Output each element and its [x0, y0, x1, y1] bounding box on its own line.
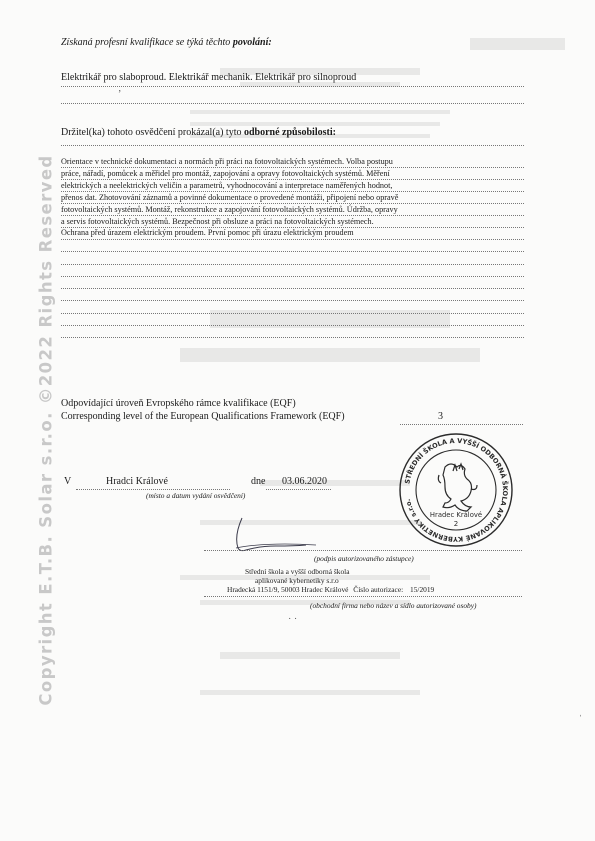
stamp-city: Hradec Králové [429, 511, 483, 519]
authorized-person-line1: Střední škola a vyšší odborná škola [245, 567, 350, 576]
dotted-line [61, 145, 524, 146]
dotted-line [61, 313, 524, 314]
issue-caption: (místo a datum vydání osvědčení) [146, 491, 246, 500]
dotted-line [61, 203, 524, 204]
dotted-line [61, 300, 524, 301]
dotted-line [204, 596, 522, 597]
competence-heading-bold: odborné způsobilosti: [243, 127, 336, 138]
competence-line: fotovoltaických systémů. Montáž, rekonstrukce a zapojování fotovoltaických systémů. Údržba, opravy [61, 204, 398, 214]
dotted-line [61, 325, 524, 326]
issue-prefix: V [64, 476, 72, 487]
qualification-heading [61, 37, 272, 48]
eqf-level: 3 [438, 411, 443, 422]
authorized-person-caption: (obchodní firma nebo název a sídlo autorizované osoby) [310, 601, 477, 610]
authorization-number: 15/2019 [410, 585, 435, 594]
dotted-line [266, 489, 331, 490]
issue-place: Hradci Králové [106, 476, 168, 487]
competence-line: elektrických a neelektrických veličin a parametrů, vyhodnocování a interpretace naměřených hodnot, [61, 180, 393, 190]
stray-mark: ˙ ˙ [288, 617, 298, 628]
competence-heading [61, 127, 336, 138]
dotted-line [61, 167, 524, 168]
dotted-line [61, 227, 524, 228]
dotted-line [61, 276, 524, 277]
dotted-line [61, 251, 524, 252]
issue-dne: dne [251, 476, 266, 487]
issue-date: 03.06.2020 [282, 476, 327, 487]
dotted-line [61, 103, 524, 104]
competence-line: Orientace v technické dokumentaci a normách při práci na fotovoltaických systémech. Volba postupu [61, 157, 393, 166]
dotted-line [61, 264, 524, 265]
dotted-line [204, 550, 522, 551]
eqf-label-en: Corresponding level of the European Qualifications Framework (EQF) [61, 411, 345, 422]
copyright-watermark: Copyright E.T.B. Solar s.r.o. ©2022 Rights Reserved [36, 154, 56, 706]
competence-line: a servis fotovoltaických systémů. Bezpečnost při obsluze a práci na fotovoltaických systémech. [61, 216, 374, 226]
stamp-number: 2 [453, 520, 459, 528]
competence-heading-prefix: Držitel(ka) tohoto osvědčení prokázal(a) tyto [61, 127, 242, 138]
competence-line: Ochrana před úrazem elektrickým proudem. První pomoc při úrazu elektrickým proudem [61, 228, 354, 238]
competence-line: přenos dat. Zhotovování záznamů a povinné dokumentace o provedené montáži, připojení nebo opravě [61, 192, 399, 202]
stray-mark: ˈ [579, 714, 583, 725]
qualification-heading-bold: povolání: [232, 37, 272, 48]
dotted-line [61, 86, 524, 87]
authorization-label: Číslo autorizace: [353, 585, 404, 594]
stamp-text: STŘEDNÍ ŠKOLA A VYŠŠÍ ODBORNÁ ŠKOLA APLIKOVANÉ KYBERNETIKY s.r.o. [403, 436, 510, 544]
school-stamp [397, 431, 515, 549]
dotted-line [400, 424, 523, 425]
dotted-line [61, 288, 524, 289]
signature-caption: (podpis autorizovaného zástupce) [314, 554, 414, 563]
competence-line: práce, nářadí, pomůcek a měřidel pro montáž, zapojování a opravy fotovoltaických systémů. Měření [61, 168, 390, 178]
dotted-line [61, 191, 524, 192]
qualification-heading-prefix: Získaná profesní kvalifikace se týká těchto [61, 37, 231, 48]
dotted-line [61, 215, 524, 216]
qualification-value: Elektrikář pro slaboproud. Elektrikář mechanik. Elektrikář pro silnoproud [61, 72, 357, 83]
dotted-line [61, 337, 524, 338]
stray-mark: ʼ [118, 89, 122, 100]
authorized-person-line2: aplikované kybernetiky s.r.o [255, 576, 339, 585]
authorized-person-street: Hradecká 1151/9, 50003 Hradec Králové [227, 585, 349, 594]
lion-emblem-icon [438, 464, 477, 511]
dotted-line [76, 489, 230, 490]
authorized-person-address [227, 585, 403, 594]
eqf-label-cz: Odpovídající úroveň Evropského rámce kvalifikace (EQF) [61, 398, 296, 409]
dotted-line [61, 239, 524, 240]
dotted-line [61, 179, 524, 180]
